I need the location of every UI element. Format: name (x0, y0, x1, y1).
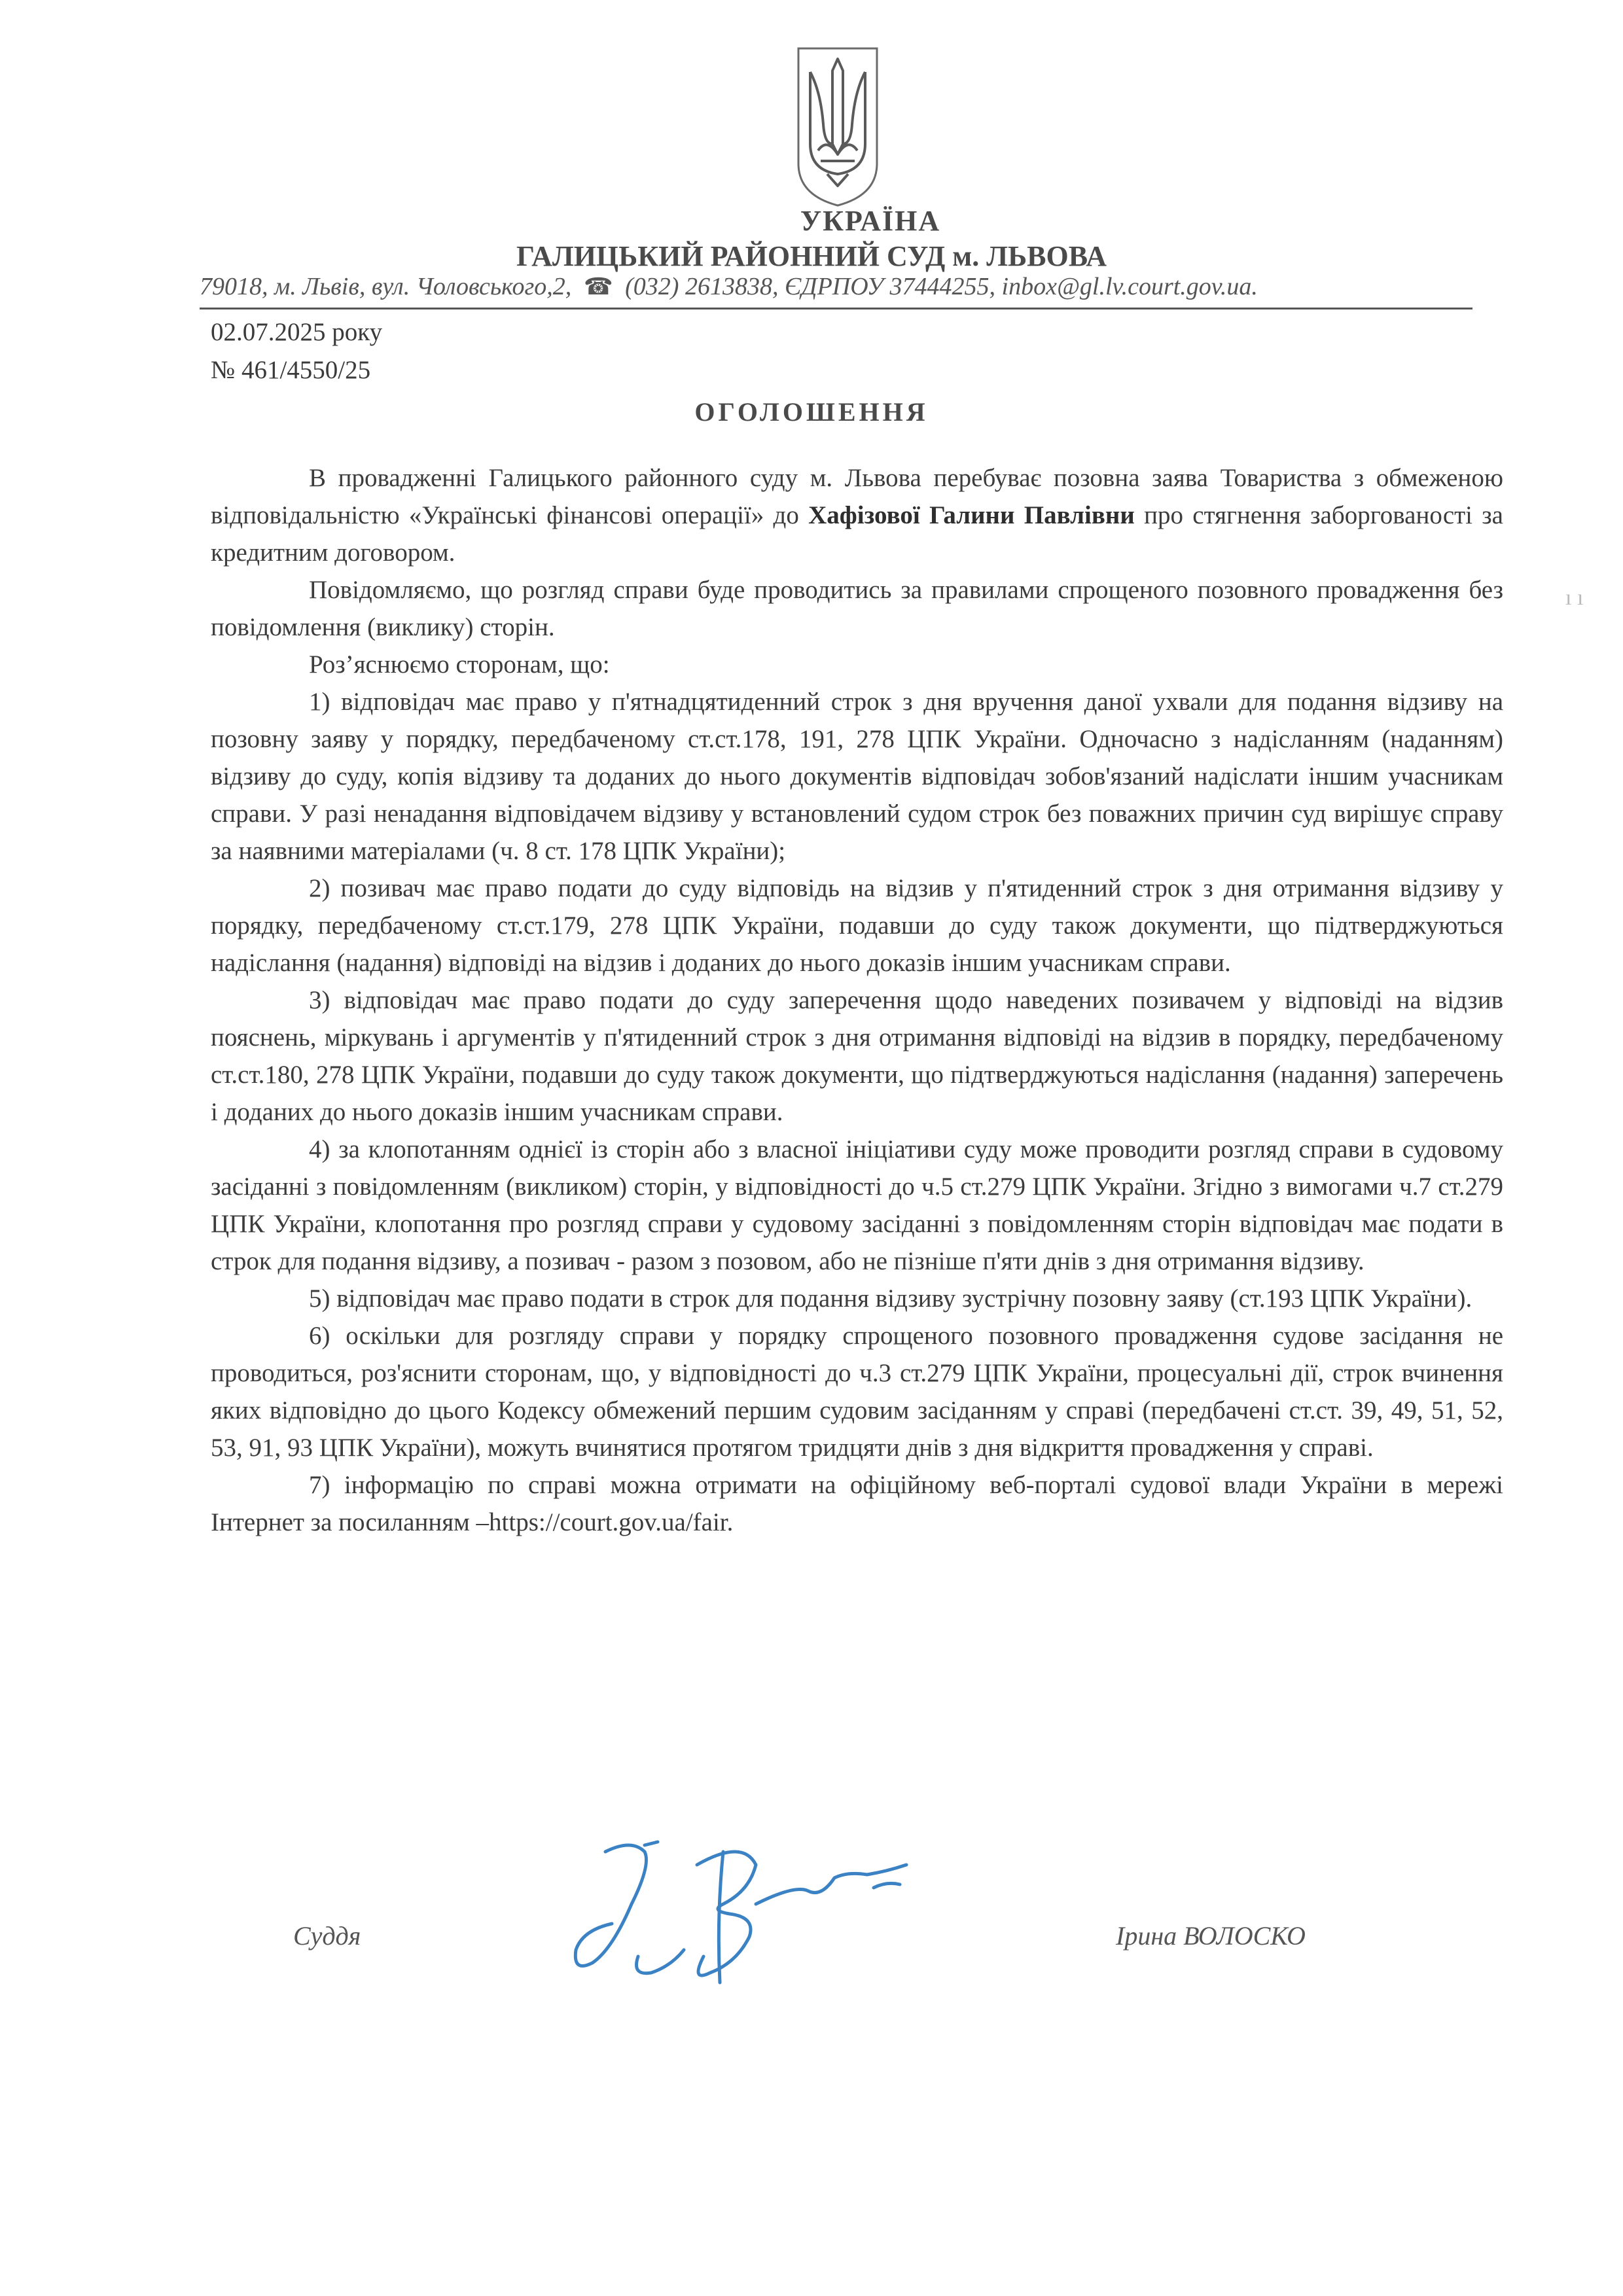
paragraph-procedure: Повідомляємо, що розгляд справи буде проводитись за правилами спрощеного позовного провадження без повідомлення (виклику) сторін. (211, 576, 1503, 641)
list-item: 1) відповідач має право у п'ятнадцятиденний строк з дня вручення даної ухвали для подання відзиву на позовну заяву у порядку, передбаченому ст.ст.178, 191, 278 ЦПК України. Одночасно з надісланням (наданням) відзиву до суду, копія відзиву та доданих до нього документів відповідач зобов'язаний надіслати іншим учасникам справи. У разі ненадання відповідачем відзиву у встановлений судом строк без поважних причин суд вирішує справу за наявними матеріалами (ч. 8 ст. 178 ЦПК України); (211, 688, 1503, 865)
document-title: ОГОЛОШЕННЯ (694, 397, 929, 427)
court-name: ГАЛИЦЬКИЙ РАЙОННИЙ СУД м. ЛЬВОВА (516, 240, 1107, 272)
list-item: 5) відповідач має право подати в строк для подання відзиву зустрічну позовну заяву (ст.193 ЦПК України). (309, 1284, 1472, 1313)
list-item: 7) інформацію по справі можна отримати на офіційному веб-порталі судової влади України в мережі Інтернет за посиланням –https://court.gov.ua/fair. (211, 1471, 1503, 1536)
paragraph-claim: В провадженні Галицького районного суду м. Львова перебуває позовна заява Товариства з обмеженою відповідальністю «Українські фінансові операції» до Хафізової Галини Павлівни про стягнення заборгованості за кредитним договором. (211, 464, 1503, 567)
case-number: № 461/4550/25 (211, 356, 371, 384)
margin-mark: ı ı (1565, 586, 1584, 610)
handwritten-signature-icon (560, 1826, 926, 1996)
document-date: 02.07.2025 року (211, 318, 383, 346)
court-address: 79018, м. Львів, вул. Чоловського,2, (200, 273, 572, 300)
judge-name: Ірина ВОЛОСКО (1116, 1921, 1306, 1951)
list-item: 3) відповідач має право подати до суду заперечення щодо наведених позивачем у відповіді на відзив пояснень, міркувань і аргументів у п'ятиденний строк з дня отримання відповіді на відзив в порядку, передбаченому ст.ст.180, 278 ЦПК України, подавши до суду також документи, що підтверджуються надіслання (надання) заперечень і доданих до нього доказів іншим учасникам справи. (211, 986, 1503, 1126)
list-item: 2) позивач має право подати до суду відповідь на відзив у п'ятиденний строк з дня отримання відзиву у порядку, передбаченому ст.ст.179, 278 ЦПК України, подавши до суду також документи, що підтверджуються надіслання (надання) відповіді на відзив і доданих до нього доказів іншим учасникам справи. (211, 874, 1503, 977)
telephone-icon: ☎ (577, 274, 619, 300)
header-divider (200, 308, 1472, 309)
court-edrpou: ЄДРПОУ 37444255, (784, 273, 996, 300)
court-phone: (032) 2613838, (625, 273, 779, 300)
ukraine-trident-icon (794, 46, 881, 208)
court-contacts (200, 272, 1476, 301)
list-item: 6) оскільки для розгляду справи у порядку спрощеного позовного провадження судове засідання не проводиться, роз'яснити сторонам, що, у відповідності до ч.3 ст.279 ЦПК України, процесуальні дії, строк вчинення яких відповідно до цього Кодексу обмежений першим судовим засіданням у справі (передбачені ст.ст. 39, 49, 51, 52, 53, 91, 93 ЦПК України), можуть вчинятися протягом тридцяти днів з дня відкриття провадження у справі. (211, 1322, 1503, 1462)
list-item: 4) за клопотанням однієї із сторін або з власної ініціативи суду може проводити розгляд справи в судовому засіданні з повідомленням (викликом) сторін, у відповідності до ч.5 ст.279 ЦПК України. Згідно з вимогами ч.7 ст.279 ЦПК України, клопотання про розгляд справи у судовому засіданні з повідомленням сторін відповідач має подати в строк для подання відзиву, а позивач - разом з позовом, або не пізніше п'яти днів з дня отримання відзиву. (211, 1135, 1503, 1275)
country-name: УКРАЇНА (800, 205, 941, 237)
defendant-name: Хафізової Галини Павлівни (808, 501, 1135, 529)
document-body (211, 459, 1503, 1541)
court-email: inbox@gl.lv.court.gov.ua. (1001, 273, 1258, 300)
judge-label: Суддя (293, 1921, 361, 1951)
paragraph-explanation-intro: Роз’яснюємо сторонам, що: (309, 650, 610, 679)
